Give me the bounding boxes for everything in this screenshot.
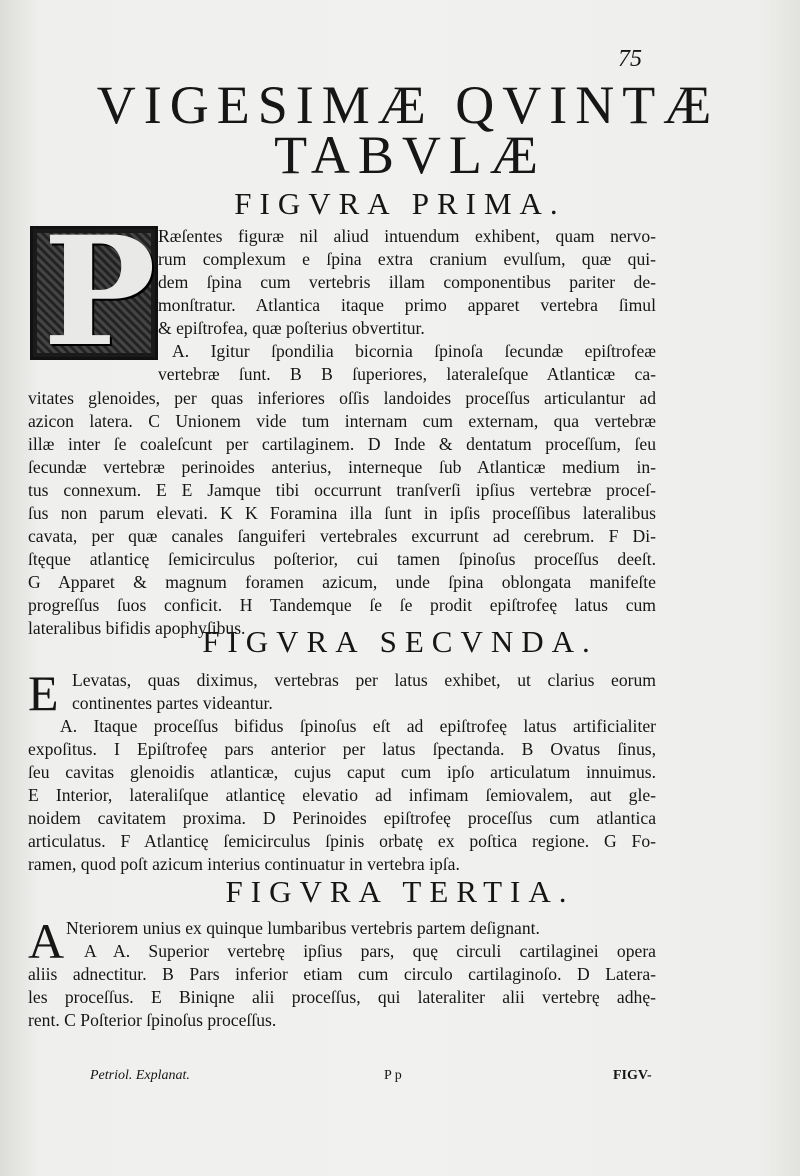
- text-line: dem ſpina cum vertebris illam componentibus pariter de-: [158, 272, 656, 292]
- text-line: expoſitus. I Epiſtrofeę pars anterior per latus ſpectanda. B Ovatus ſinus,: [28, 739, 656, 759]
- footer-signature-mark: P p: [384, 1068, 402, 1083]
- text-line: & epiſtrofea, quæ poſterius obvertitur.: [158, 318, 425, 338]
- text-line: les proceſſus. E Biniqne alii proceſſus, qui lateraliter alii vertebrę adhę-: [28, 987, 656, 1007]
- text-line: G Apparet & magnum foramen azicum, unde ſpina oblongata manifeſte: [28, 572, 656, 592]
- text-line: A. Itaque proceſſus bifidus ſpinoſus eſt ad epiſtrofeę latus artificialiter: [60, 716, 656, 736]
- main-title-line-2: TABVLÆ: [274, 125, 546, 185]
- text-line: ſecundæ vertebræ perinoides anterius, interneque ſub Atlanticæ medium in-: [28, 457, 656, 477]
- section-heading-figura-secunda: FIGVRA SECVNDA.: [202, 624, 598, 659]
- text-line: aliis adnectitur. B Pars inferior etiam cum circulo cartilaginoſo. D Latera-: [28, 964, 656, 984]
- text-line: progreſſus ſuos conficit. H Tandemque ſe ſe prodit epiſtrofeę latus cum: [28, 595, 656, 615]
- text-line: cavata, per quæ canales ſanguiferi vertebrales excurrunt ad cerebrum. F Di-: [28, 526, 656, 546]
- text-line: ſeu cavitas glenoidis atlanticæ, cujus caput cum ipſo articulatum innuimus.: [28, 762, 656, 782]
- footer-catchword: FIGV-: [613, 1068, 652, 1083]
- text-line: monſtratur. Atlantica itaque primo apparet vertebra ſimul: [158, 295, 656, 315]
- text-line: noidem cavitatem proxima. D Perinoides epiſtrofeę proceſſus cum atlantica: [28, 808, 656, 828]
- text-line: Nteriorem unius ex quinque lumbaribus vertebris partem deſignant.: [66, 918, 540, 938]
- footer-catchword-title: Petriol. Explanat.: [90, 1068, 190, 1083]
- text-line: rum complexum e ſpina extra cranium evulſum, quæ qui-: [158, 249, 656, 269]
- text-line: ſus non parum elevati. K K Foramina illa ſunt in ipſis proceſſibus lateralibus: [28, 503, 656, 523]
- text-line: A A. Superior vertebrę ipſius pars, quę circuli cartilaginei opera: [84, 941, 656, 961]
- initial-a: A: [28, 913, 65, 969]
- section-heading-figura-prima: FIGVRA PRIMA.: [234, 186, 566, 221]
- text-line: illæ inter ſe coaleſcunt per cartilaginem. D Inde & dentatum proceſſum, ſeu: [28, 434, 656, 454]
- text-line: azicon latera. C Unionem vide tum internam cum externam, qua vertebræ: [28, 411, 656, 431]
- main-title-line-1: VIGESIMÆ QVINTÆ: [96, 75, 720, 135]
- text-line: A. Igitur ſpondilia bicornia ſpinoſa ſecundæ epiſtrofeæ: [172, 341, 656, 361]
- text-line: ſtęque atlanticę ſemicirculus poſterior, cui tamen ſpinoſus proceſſus deeſt.: [28, 549, 656, 569]
- text-line: vertebræ ſunt. B B ſuperiores, lateraleſque Atlanticæ ca-: [158, 364, 656, 384]
- text-line: lateralibus bifidis apophyſibus.: [28, 618, 246, 638]
- text-line: rent. C Poſterior ſpinoſus proceſſus.: [28, 1010, 277, 1030]
- text-line: articulatus. F Atlanticę ſemicirculus ſpinis orbatę ex poſtica regione. G Fo-: [28, 831, 656, 851]
- section-heading-figura-tertia: FIGVRA TERTIA.: [225, 874, 575, 909]
- text-line: E Interior, lateraliſque atlanticę elevatio ad infimam ſemiovalem, aut gle-: [28, 785, 656, 805]
- text-line: tus connexum. E E Jamque tibi occurrunt tranſverſi ipſius vertebræ proceſ-: [28, 480, 656, 500]
- text-line: Levatas, quas diximus, vertebras per latus exhibet, ut clarius eorum: [72, 670, 656, 690]
- text-line: vitates glenoides, per quas inferiores oſſis landoides proceſſus articulantur ad: [28, 388, 656, 408]
- text-line: continentes partes videantur.: [72, 693, 273, 713]
- text-line: Ræſentes figuræ nil aliud intuendum exhibent, quam nervo-: [158, 226, 656, 246]
- text-line: ramen, quod poſt azicum interius continuatur in vertebra ipſa.: [28, 854, 460, 874]
- initial-e: E: [28, 665, 59, 721]
- ornamental-initial-p: P: [30, 226, 158, 360]
- page-number: 75: [618, 46, 642, 72]
